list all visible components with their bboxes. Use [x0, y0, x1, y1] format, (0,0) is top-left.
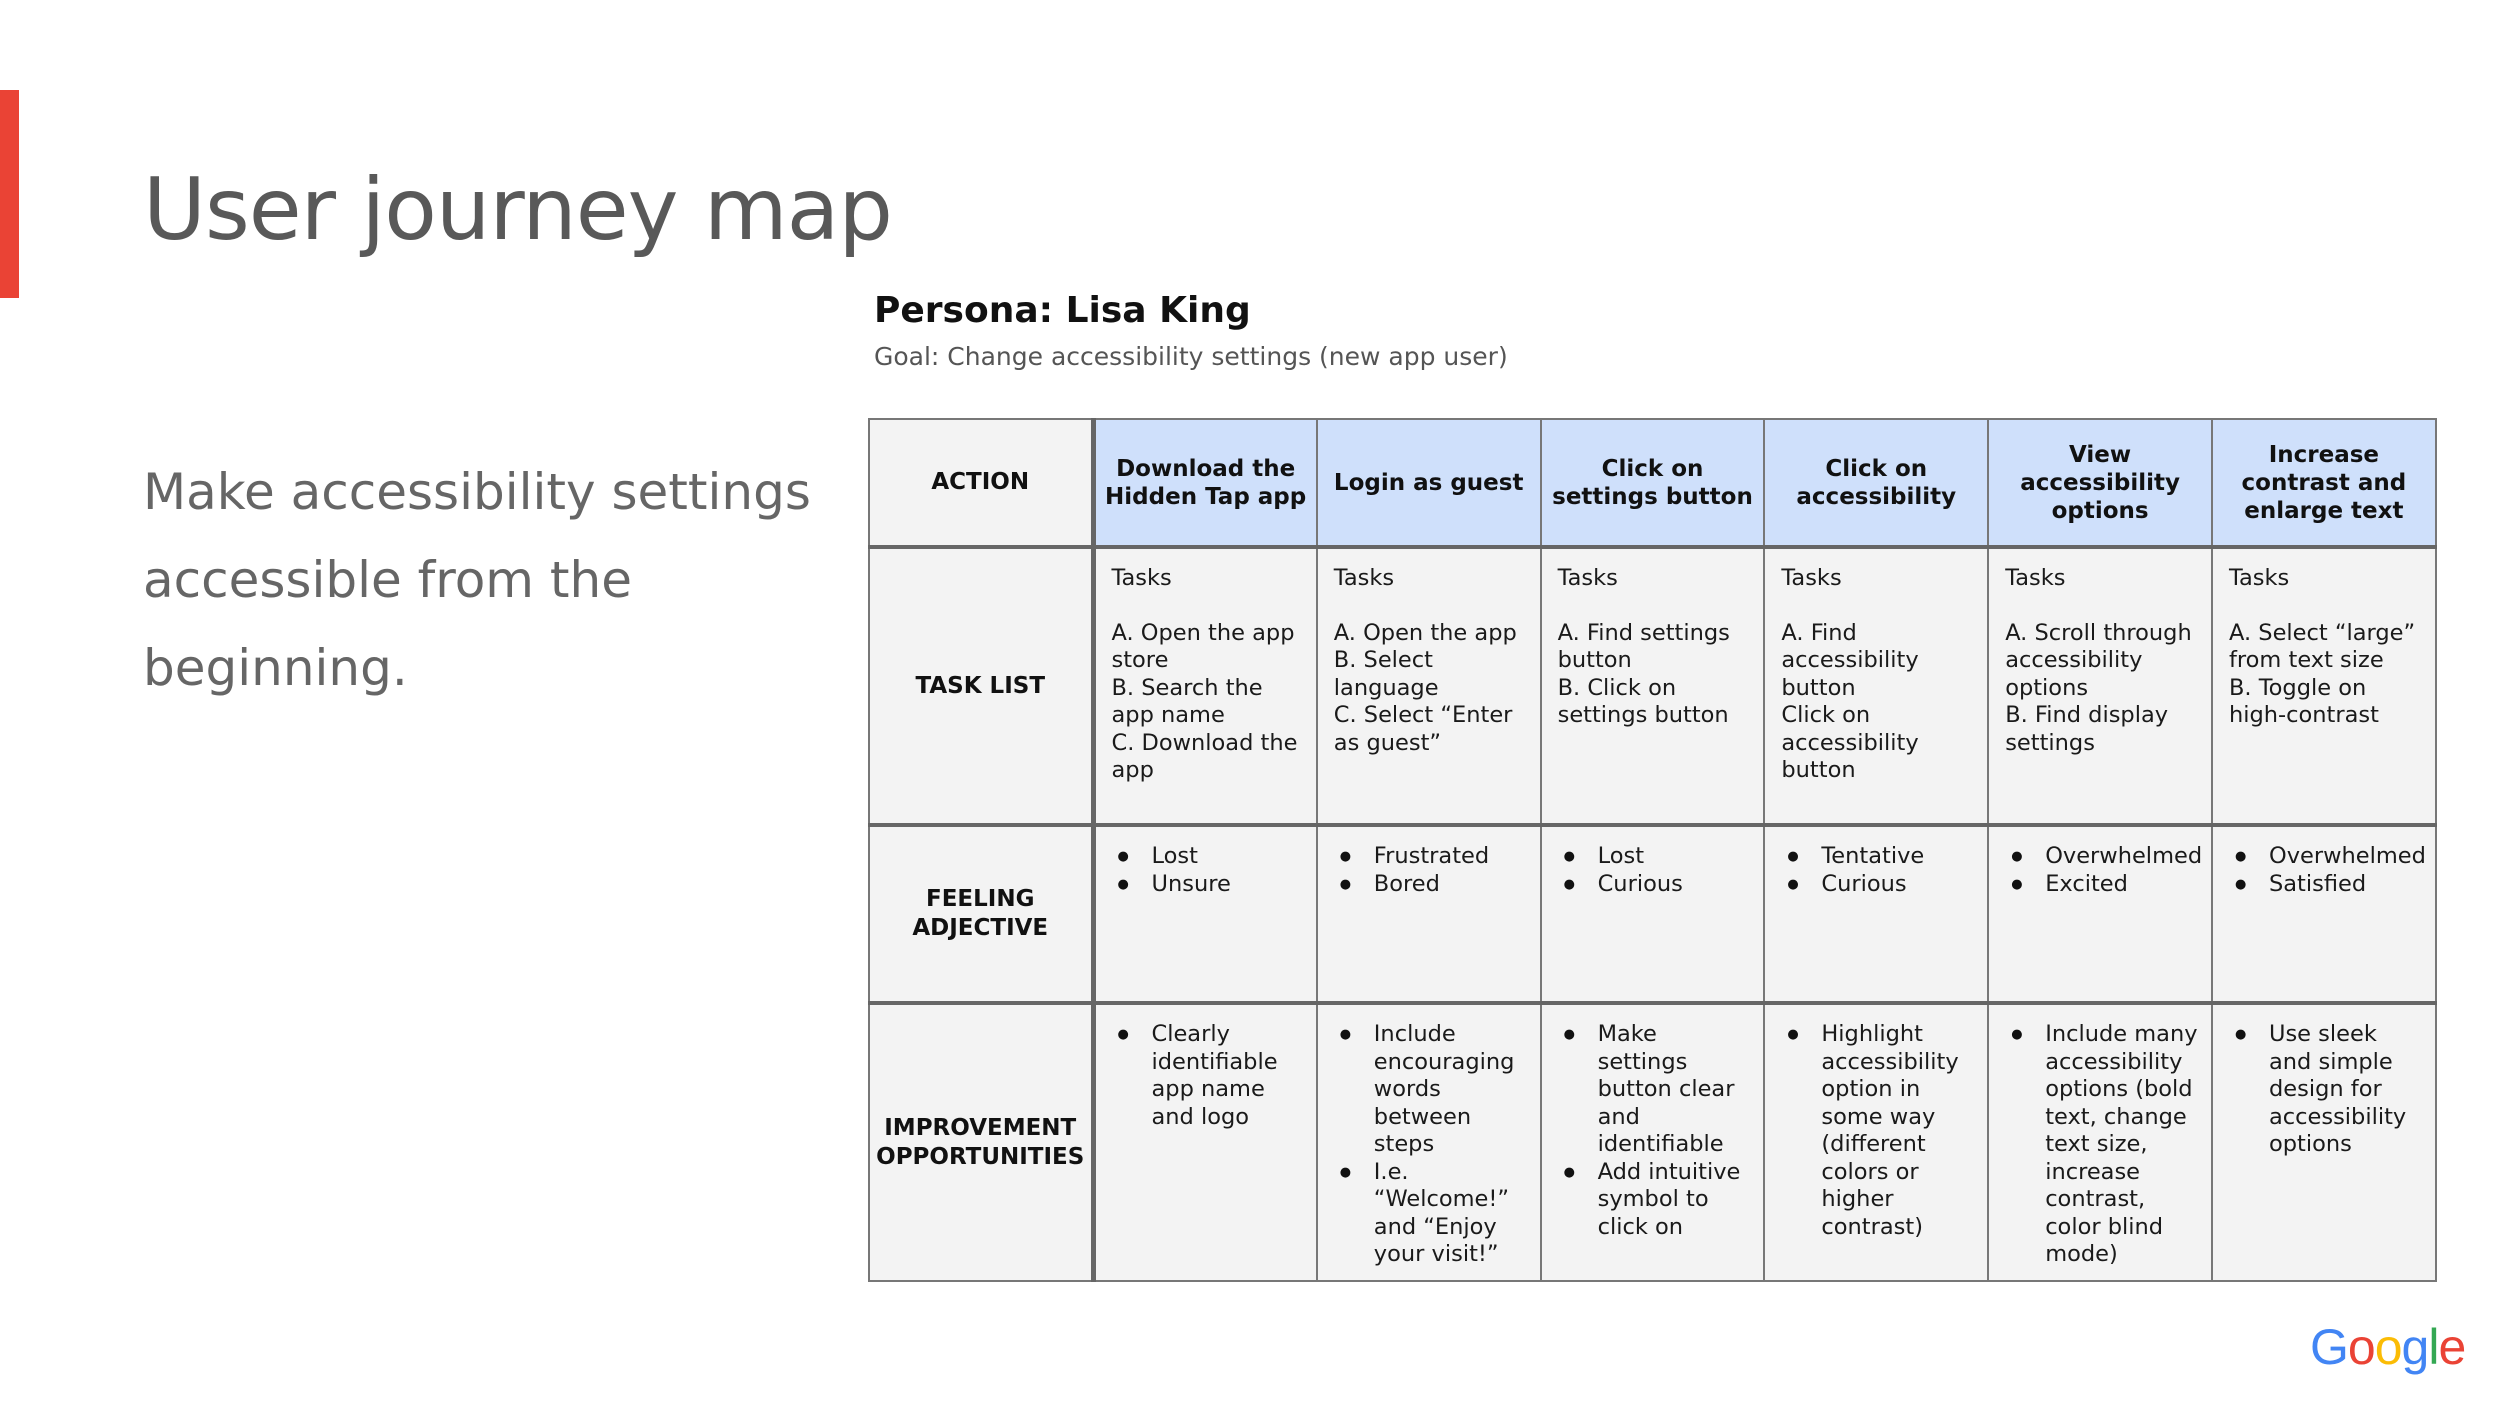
- task-item: C. Download the app: [1111, 729, 1298, 783]
- slide-title: User journey map: [143, 160, 892, 260]
- feeling-item: ● Frustrated: [1334, 843, 1528, 871]
- improvement-row: [869, 1003, 2436, 1281]
- task-item: B. Find display settings: [2005, 702, 2169, 756]
- improvement-cell: [2212, 1003, 2436, 1281]
- row-label-task-list: TASK LIST: [869, 547, 1093, 825]
- feeling-cell: [1764, 825, 1988, 1003]
- feeling-item: ● Overwhelmed: [2005, 843, 2199, 871]
- feeling-item: ● Excited: [2005, 871, 2199, 899]
- step-action-3: Click on settings button: [1541, 419, 1765, 547]
- task-item: B. Click on settings button: [1557, 674, 1729, 728]
- improvement-cell: [1541, 1003, 1765, 1281]
- tasks-cell: [1988, 547, 2212, 825]
- task-item: B. Search the app name: [1111, 674, 1263, 728]
- logo-letter: l: [2428, 1319, 2439, 1375]
- row-label-improvement: IMPROVEMENT OPPORTUNITIES: [869, 1003, 1093, 1281]
- feeling-cell: [1541, 825, 1765, 1003]
- tasks-title: Tasks: [1333, 565, 1395, 591]
- logo-letter: o: [2347, 1319, 2375, 1375]
- step-action-5: View accessibility options: [1988, 419, 2212, 547]
- task-item: A. Scroll through accessibility options: [2005, 619, 2192, 701]
- tasks-title: Tasks: [2228, 565, 2290, 591]
- logo-letter: g: [2401, 1319, 2429, 1375]
- task-item: B. Select language: [1333, 647, 1439, 701]
- improvement-item: ● Use sleek and simple design for accessibility options: [2229, 1021, 2423, 1159]
- action-row: [869, 419, 2436, 547]
- improvement-item: ● Include encouraging words between steps: [1334, 1021, 1528, 1159]
- tasks-title: Tasks: [1557, 565, 1618, 591]
- task-list-row: [869, 547, 2436, 825]
- accent-bar: [0, 90, 19, 298]
- task-item: B. Toggle on high-contrast: [2228, 674, 2379, 728]
- tasks-title: Tasks: [1781, 565, 1842, 591]
- row-label-action: ACTION: [869, 419, 1093, 547]
- feeling-item: ● Bored: [1334, 871, 1528, 899]
- logo-letter: G: [2310, 1319, 2348, 1375]
- feeling-item: ● Overwhelmed: [2229, 843, 2423, 871]
- step-action-1: Download the Hidden Tap app: [1093, 419, 1317, 547]
- improvement-item: ● Make settings button clear and identifiable: [1558, 1021, 1752, 1159]
- improvement-cell: [1764, 1003, 1988, 1281]
- feeling-row: [869, 825, 2436, 1003]
- tasks-title: Tasks: [1111, 565, 1172, 591]
- task-item: A. Open the app: [1333, 619, 1517, 646]
- improvement-item: ● Highlight accessibility option in some way (different colors or higher contrast): [1781, 1021, 1975, 1241]
- feeling-item: ● Unsure: [1112, 871, 1304, 899]
- feeling-item: ● Curious: [1558, 871, 1752, 899]
- persona-goal: Goal: Change accessibility settings (new app user): [874, 342, 1508, 371]
- logo-letter: e: [2438, 1319, 2466, 1375]
- tasks-cell: [2212, 547, 2436, 825]
- task-item: A. Open the app store: [1111, 619, 1295, 673]
- improvement-cell: [1988, 1003, 2212, 1281]
- feeling-item: ● Tentative: [1781, 843, 1975, 871]
- task-item: C. Select “Enter as guest”: [1333, 702, 1513, 756]
- step-action-4: Click on accessibility: [1764, 419, 1988, 547]
- improvement-cell: [1317, 1003, 1541, 1281]
- tasks-cell: [1764, 547, 1988, 825]
- tasks-cell: [1093, 547, 1317, 825]
- feeling-item: ● Curious: [1781, 871, 1975, 899]
- tasks-cell: [1317, 547, 1541, 825]
- slide-subtitle: Make accessibility settings accessible from the beginning.: [143, 463, 811, 697]
- task-item: Click on accessibility button: [1781, 702, 1919, 783]
- task-item: A. Select “large” from text size: [2228, 619, 2416, 673]
- feeling-item: ● Satisfied: [2229, 871, 2423, 899]
- persona-name: Persona: Lisa King: [874, 290, 1251, 331]
- google-logo: [2310, 1318, 2465, 1376]
- task-item: A. Find settings button: [1557, 619, 1730, 673]
- feeling-item: ● Lost: [1558, 843, 1752, 871]
- improvement-item: ● Clearly identifiable app name and logo: [1112, 1021, 1304, 1131]
- feeling-item: ● Lost: [1112, 843, 1304, 871]
- tasks-title: Tasks: [2005, 565, 2066, 591]
- feeling-cell: [2212, 825, 2436, 1003]
- improvement-item: ● Add intuitive symbol to click on: [1558, 1159, 1752, 1242]
- row-label-feeling: FEELING ADJECTIVE: [869, 825, 1093, 1003]
- feeling-cell: [1988, 825, 2212, 1003]
- improvement-item: ● Include many accessibility options (bold text, change text size, increase contrast, color blind mode): [2005, 1021, 2199, 1269]
- tasks-cell: [1541, 547, 1765, 825]
- task-item: A. Find accessibility button: [1781, 619, 1919, 701]
- improvement-item: ● I.e. “Welcome!” and “Enjoy your visit!”: [1334, 1159, 1528, 1269]
- journey-map-table: [868, 418, 2437, 1282]
- logo-letter: o: [2374, 1319, 2402, 1375]
- step-action-2: Login as guest: [1317, 419, 1541, 547]
- improvement-cell: [1093, 1003, 1317, 1281]
- feeling-cell: [1093, 825, 1317, 1003]
- feeling-cell: [1317, 825, 1541, 1003]
- step-action-6: Increase contrast and enlarge text: [2212, 419, 2436, 547]
